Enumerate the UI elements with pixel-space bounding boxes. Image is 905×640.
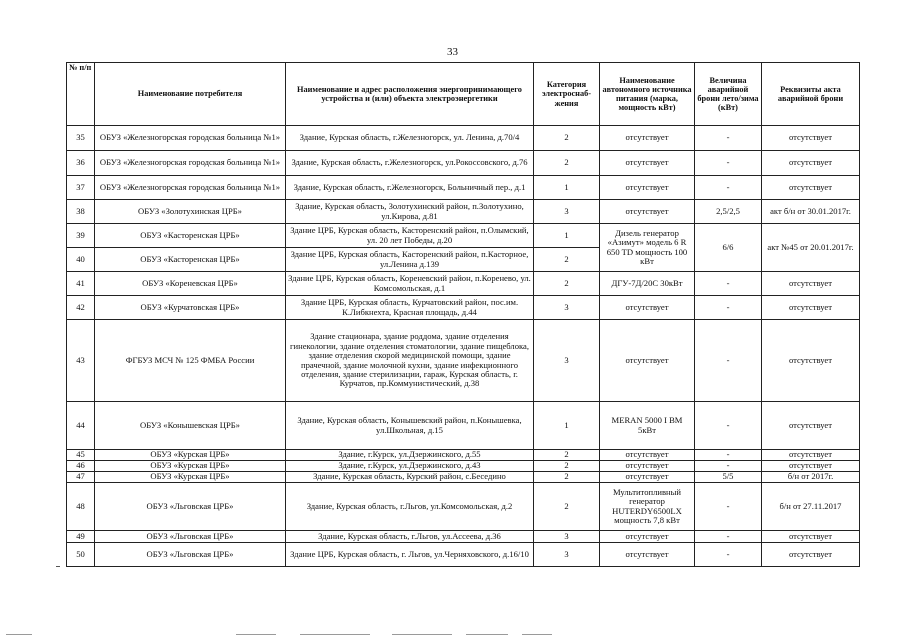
row-num: 40 xyxy=(67,248,95,272)
row-source: отсутствует xyxy=(600,531,695,543)
row-reserve: - xyxy=(695,543,762,567)
row-category: 3 xyxy=(534,531,600,543)
row-act: отсутствует xyxy=(762,176,860,200)
row-category: 3 xyxy=(534,320,600,402)
row-num: 43 xyxy=(67,320,95,402)
row-address: Здание, Курская область, г.Льгов, ул.Комсомольская, д.2 xyxy=(286,483,534,531)
row-consumer: ОБУЗ «Курская ЦРБ» xyxy=(95,450,286,461)
row-address: Здание, г.Курск, ул.Дзержинского, д.55 xyxy=(286,450,534,461)
row-address: Здание, Курская область, г.Железногорск, ул.Рокоссовского, д.76 xyxy=(286,151,534,176)
row-num: 44 xyxy=(67,402,95,450)
header-consumer: Наименование потребителя xyxy=(95,63,286,126)
row-category: 2 xyxy=(534,126,600,151)
header-row xyxy=(67,63,860,126)
row-consumer: ОБУЗ «Золотухинская ЦРБ» xyxy=(95,200,286,224)
row-consumer: ОБУЗ «Касторенская ЦРБ» xyxy=(95,224,286,248)
table-row xyxy=(67,543,860,567)
row-address: Здание ЦРБ, Курская область, Касторенский район, п.Касторное, ул.Ленина д.139 xyxy=(286,248,534,272)
row-category: 2 xyxy=(534,450,600,461)
table-row xyxy=(67,200,860,224)
row-source: отсутствует xyxy=(600,296,695,320)
table-row xyxy=(67,402,860,450)
row-reserve: - xyxy=(695,151,762,176)
row-num: 50 xyxy=(67,543,95,567)
table-row xyxy=(67,176,860,200)
row-category: 3 xyxy=(534,296,600,320)
row-category: 1 xyxy=(534,176,600,200)
row-category: 1 xyxy=(534,224,600,248)
header-num: № п/п xyxy=(67,63,95,126)
row-act: отсутствует xyxy=(762,450,860,461)
row-consumer: ОБУЗ «Льговская ЦРБ» xyxy=(95,483,286,531)
row-address: Здание, Курская область, Конышевский район, п.Конышевка, ул.Школьная, д.15 xyxy=(286,402,534,450)
row-act: отсутствует xyxy=(762,151,860,176)
row-source: Мультитопливный генератор HUTERDY6500LX мощность 7,8 кВт xyxy=(600,483,695,531)
row-act: б/н от 27.11.2017 xyxy=(762,483,860,531)
row-source: отсутствует xyxy=(600,151,695,176)
row-consumer: ОБУЗ «Курчатовская ЦРБ» xyxy=(95,296,286,320)
row-category: 2 xyxy=(534,472,600,483)
row-consumer: ОБУЗ «Железногорская городская больница №1» xyxy=(95,151,286,176)
row-reserve: 6/6 xyxy=(695,224,762,272)
row-address: Здание, Курская область, Золотухинский район, п.Золотухино, ул.Кирова, д.81 xyxy=(286,200,534,224)
row-source: отсутствует xyxy=(600,176,695,200)
row-reserve: 2,5/2,5 xyxy=(695,200,762,224)
row-num: 48 xyxy=(67,483,95,531)
row-reserve: - xyxy=(695,402,762,450)
row-reserve: - xyxy=(695,450,762,461)
table-row xyxy=(67,461,860,472)
row-act: акт №45 от 20.01.2017г. xyxy=(762,224,860,272)
row-category: 2 xyxy=(534,151,600,176)
row-num: 49 xyxy=(67,531,95,543)
row-act: отсутствует xyxy=(762,296,860,320)
row-consumer: ОБУЗ «Курская ЦРБ» xyxy=(95,472,286,483)
row-source: Дизель генератор «Азимут» модель 6 R 650 TD мощность 100 кВт xyxy=(600,224,695,272)
header-reserve: Величина аварийной брони лето/зима (кВт) xyxy=(695,63,762,126)
row-category: 3 xyxy=(534,543,600,567)
row-reserve: - xyxy=(695,461,762,472)
row-act: отсутствует xyxy=(762,543,860,567)
row-num: 47 xyxy=(67,472,95,483)
row-reserve: - xyxy=(695,531,762,543)
row-consumer: ФГБУЗ МСЧ № 125 ФМБА России xyxy=(95,320,286,402)
row-category: 1 xyxy=(534,402,600,450)
table-row xyxy=(67,296,860,320)
row-source: отсутствует xyxy=(600,450,695,461)
table-row xyxy=(67,531,860,543)
row-act: акт б/н от 30.01.2017г. xyxy=(762,200,860,224)
row-act: отсутствует xyxy=(762,402,860,450)
row-address: Здание ЦРБ, Курская область, Курчатовский район, пос.им. К.Либкнехта, Красная площадь, д.44 xyxy=(286,296,534,320)
row-act: отсутствует xyxy=(762,461,860,472)
table-row xyxy=(67,151,860,176)
row-source: ДГУ-7Д/20С 30кВт xyxy=(600,272,695,296)
margin-mark xyxy=(56,566,60,567)
row-consumer: ОБУЗ «Конышевская ЦРБ» xyxy=(95,402,286,450)
table-row xyxy=(67,126,860,151)
row-num: 37 xyxy=(67,176,95,200)
row-category: 2 xyxy=(534,272,600,296)
reserve-table xyxy=(66,62,860,567)
row-consumer: ОБУЗ «Курская ЦРБ» xyxy=(95,461,286,472)
row-category: 2 xyxy=(534,248,600,272)
page-number: 33 xyxy=(447,46,458,58)
header-address: Наименование и адрес расположения энергопринимающего устройства и (или) объекта электроэнергетики xyxy=(286,63,534,126)
table-row xyxy=(67,483,860,531)
row-address: Здание, Курская область, г.Льгов, ул.Ассеева, д.36 xyxy=(286,531,534,543)
table-row xyxy=(67,224,860,248)
row-source: отсутствует xyxy=(600,472,695,483)
row-act: б/н от 2017г. xyxy=(762,472,860,483)
row-num: 36 xyxy=(67,151,95,176)
row-act: отсутствует xyxy=(762,531,860,543)
row-reserve: - xyxy=(695,483,762,531)
row-source: MERAN 5000 I BM 5кВт xyxy=(600,402,695,450)
row-category: 3 xyxy=(534,200,600,224)
row-num: 46 xyxy=(67,461,95,472)
row-num: 42 xyxy=(67,296,95,320)
row-source: отсутствует xyxy=(600,543,695,567)
row-address: Здание, Курская область, г.Железногорск, Больничный пер., д.1 xyxy=(286,176,534,200)
row-reserve: - xyxy=(695,296,762,320)
row-address: Здание ЦРБ, Курская область, Кореневский район, п.Коренево, ул. Комсомольская, д.1 xyxy=(286,272,534,296)
row-reserve: - xyxy=(695,320,762,402)
row-consumer: ОБУЗ «Железногорская городская больница №1» xyxy=(95,176,286,200)
row-reserve: - xyxy=(695,176,762,200)
row-consumer: ОБУЗ «Кореневская ЦРБ» xyxy=(95,272,286,296)
scan-artifact xyxy=(0,628,905,640)
row-category: 2 xyxy=(534,461,600,472)
row-num: 35 xyxy=(67,126,95,151)
table-row xyxy=(67,272,860,296)
row-num: 38 xyxy=(67,200,95,224)
row-act: отсутствует xyxy=(762,126,860,151)
header-category: Категория электроснаб-жения xyxy=(534,63,600,126)
row-source: отсутствует xyxy=(600,126,695,151)
row-address: Здание, Курская область, Курский район, с.Беседино xyxy=(286,472,534,483)
row-consumer: ОБУЗ «Льговская ЦРБ» xyxy=(95,543,286,567)
header-source: Наименование автономного источника питания (марка, мощность кВт) xyxy=(600,63,695,126)
row-act: отсутствует xyxy=(762,272,860,296)
row-source: отсутствует xyxy=(600,200,695,224)
row-act: отсутствует xyxy=(762,320,860,402)
row-consumer: ОБУЗ «Железногорская городская больница №1» xyxy=(95,126,286,151)
row-address: Здание стационара, здание роддома, здание отделения гинекологии, здание отделения стоматологии, здание пищеблока, здание отделения скорой медицинской помощи, здание прачечной, здание молочной кухни, здание инфекционного отделения, здание стерилизации, гараж, Курская область, г. Курчатов, пр.Коммунистический, д.38 xyxy=(286,320,534,402)
table-row xyxy=(67,472,860,483)
row-source: отсутствует xyxy=(600,461,695,472)
row-num: 45 xyxy=(67,450,95,461)
row-reserve: - xyxy=(695,272,762,296)
row-source: отсутствует xyxy=(600,320,695,402)
row-consumer: ОБУЗ «Касторенская ЦРБ» xyxy=(95,248,286,272)
row-address: Здание, Курская область, г.Железногорск, ул. Ленина, д.70/4 xyxy=(286,126,534,151)
row-num: 39 xyxy=(67,224,95,248)
table-row xyxy=(67,320,860,402)
row-address: Здание, г.Курск, ул.Дзержинского, д.43 xyxy=(286,461,534,472)
row-consumer: ОБУЗ «Льговская ЦРБ» xyxy=(95,531,286,543)
header-act: Реквизиты акта аварийной брони xyxy=(762,63,860,126)
row-category: 2 xyxy=(534,483,600,531)
row-address: Здание ЦРБ, Курская область, Касторенский район, п.Олымский, ул. 20 лет Победы, д.20 xyxy=(286,224,534,248)
table-row xyxy=(67,450,860,461)
row-reserve: 5/5 xyxy=(695,472,762,483)
row-reserve: - xyxy=(695,126,762,151)
row-num: 41 xyxy=(67,272,95,296)
row-address: Здание ЦРБ, Курская область, г. Льгов, ул.Черняховского, д.16/10 xyxy=(286,543,534,567)
